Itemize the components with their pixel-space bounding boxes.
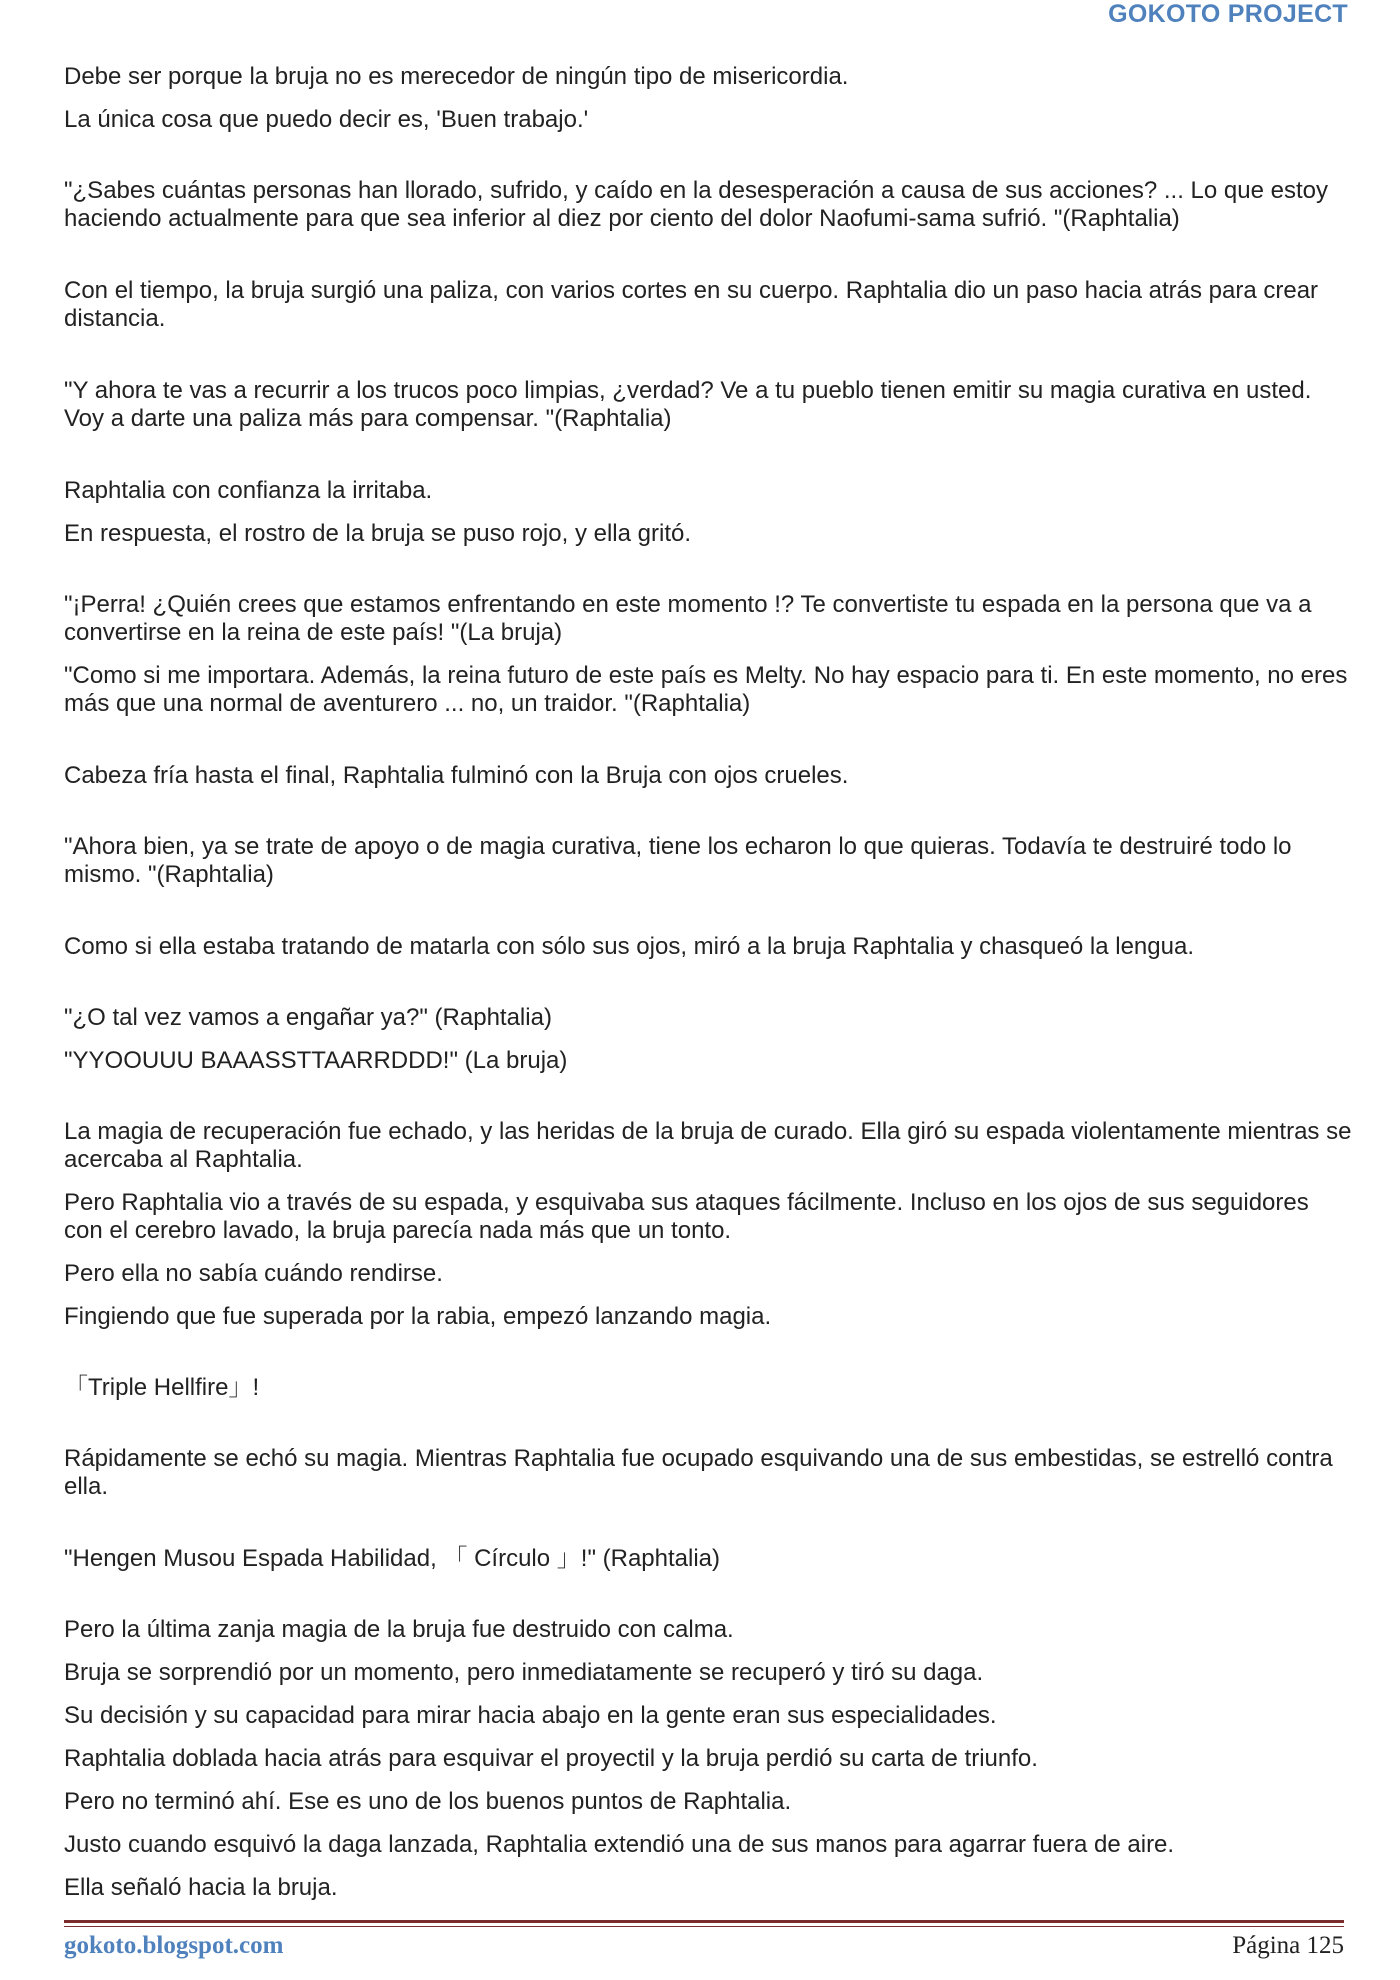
paragraph: "¿O tal vez vamos a engañar ya?" (Raphtalia) <box>64 1004 552 1031</box>
paragraph: Rápidamente se echó su magia. Mientras Raphtalia fue ocupado esquivando una de sus embestidas, se estrelló contra ella. <box>64 1445 1340 1500</box>
paragraph: La magia de recuperación fue echado, y las heridas de la bruja de curado. Ella giró su espada violentamente mientras se acercaba al Raphtalia. <box>64 1118 1359 1173</box>
paragraph: Con el tiempo, la bruja surgió una paliza, con varios cortes en su cuerpo. Raphtalia dio un paso hacia atrás para crear distancia. <box>64 277 1325 332</box>
paragraph: "Y ahora te vas a recurrir a los trucos poco limpias, ¿verdad? Ve a tu pueblo tienen emitir su magia curativa en usted. Voy a darte una paliza más para compensar. "(Raphtalia) <box>64 377 1319 432</box>
footer-site-link[interactable]: gokoto.blogspot.com <box>64 1932 284 1959</box>
paragraph: Pero ella no sabía cuándo rendirse. <box>64 1260 443 1287</box>
paragraph: Su decisión y su capacidad para mirar hacia abajo en la gente eran sus especialidades. <box>64 1702 997 1729</box>
paragraph: "YYOOUUU BAAASSTTAARRDDD!" (La bruja) <box>64 1047 568 1074</box>
paragraph: Ella señaló hacia la bruja. <box>64 1874 338 1901</box>
paragraph: Cabeza fría hasta el final, Raphtalia fulminó con la Bruja con ojos crueles. <box>64 762 849 789</box>
footer-page-number: Página 125 <box>1232 1932 1344 1959</box>
paragraph: Pero no terminó ahí. Ese es uno de los buenos puntos de Raphtalia. <box>64 1788 792 1815</box>
footer-divider <box>64 1920 1344 1923</box>
paragraph: 「Triple Hellfire」! <box>64 1374 260 1401</box>
paragraph: "Ahora bien, ya se trate de apoyo o de magia curativa, tiene los echaron lo que quieras. Todavía te destruiré todo lo mismo. "(Raphtalia) <box>64 833 1299 888</box>
paragraph: "Hengen Musou Espada Habilidad, 「 Círculo 」!" (Raphtalia) <box>64 1545 721 1572</box>
page-header-title: GOKOTO PROJECT <box>1108 0 1348 28</box>
paragraph: Raphtalia doblada hacia atrás para esquivar el proyectil y la bruja perdió su carta de triunfo. <box>64 1745 1038 1772</box>
paragraph: En respuesta, el rostro de la bruja se puso rojo, y ella gritó. <box>64 520 691 547</box>
paragraph: Bruja se sorprendió por un momento, pero inmediatamente se recuperó y tiró su daga. <box>64 1659 984 1686</box>
paragraph: La única cosa que puedo decir es, 'Buen trabajo.' <box>64 106 589 133</box>
paragraph: Pero la última zanja magia de la bruja fue destruido con calma. <box>64 1616 734 1643</box>
paragraph: "Como si me importara. Además, la reina futuro de este país es Melty. No hay espacio para ti. En este momento, no eres más que una normal de aventurero ... no, un traidor. "(Raphtalia) <box>64 662 1355 717</box>
paragraph: Justo cuando esquivó la daga lanzada, Raphtalia extendió una de sus manos para agarrar fuera de aire. <box>64 1831 1175 1858</box>
paragraph: "¡Perra! ¿Quién crees que estamos enfrentando en este momento !? Te convertiste tu espada en la persona que va a convertirse en la reina de este país! "(La bruja) <box>64 591 1319 646</box>
paragraph: Como si ella estaba tratando de matarla con sólo sus ojos, miró a la bruja Raphtalia y chasqueó la lengua. <box>64 933 1194 960</box>
footer-divider-thin <box>64 1926 1344 1927</box>
paragraph: Fingiendo que fue superada por la rabia, empezó lanzando magia. <box>64 1303 772 1330</box>
paragraph: Pero Raphtalia vio a través de su espada, y esquivaba sus ataques fácilmente. Incluso en los ojos de sus seguidores con el cerebro lavado, la bruja parecía nada más que un tonto. <box>64 1189 1316 1244</box>
paragraph: "¿Sabes cuántas personas han llorado, sufrido, y caído en la desesperación a causa de sus acciones? ... Lo que estoy haciendo actualmente para que sea inferior al diez por ciento del dolor Naofumi-sama sufrió. "(Raphtalia) <box>64 177 1335 232</box>
paragraph: Raphtalia con confianza la irritaba. <box>64 477 433 504</box>
paragraph: Debe ser porque la bruja no es merecedor de ningún tipo de misericordia. <box>64 63 849 90</box>
